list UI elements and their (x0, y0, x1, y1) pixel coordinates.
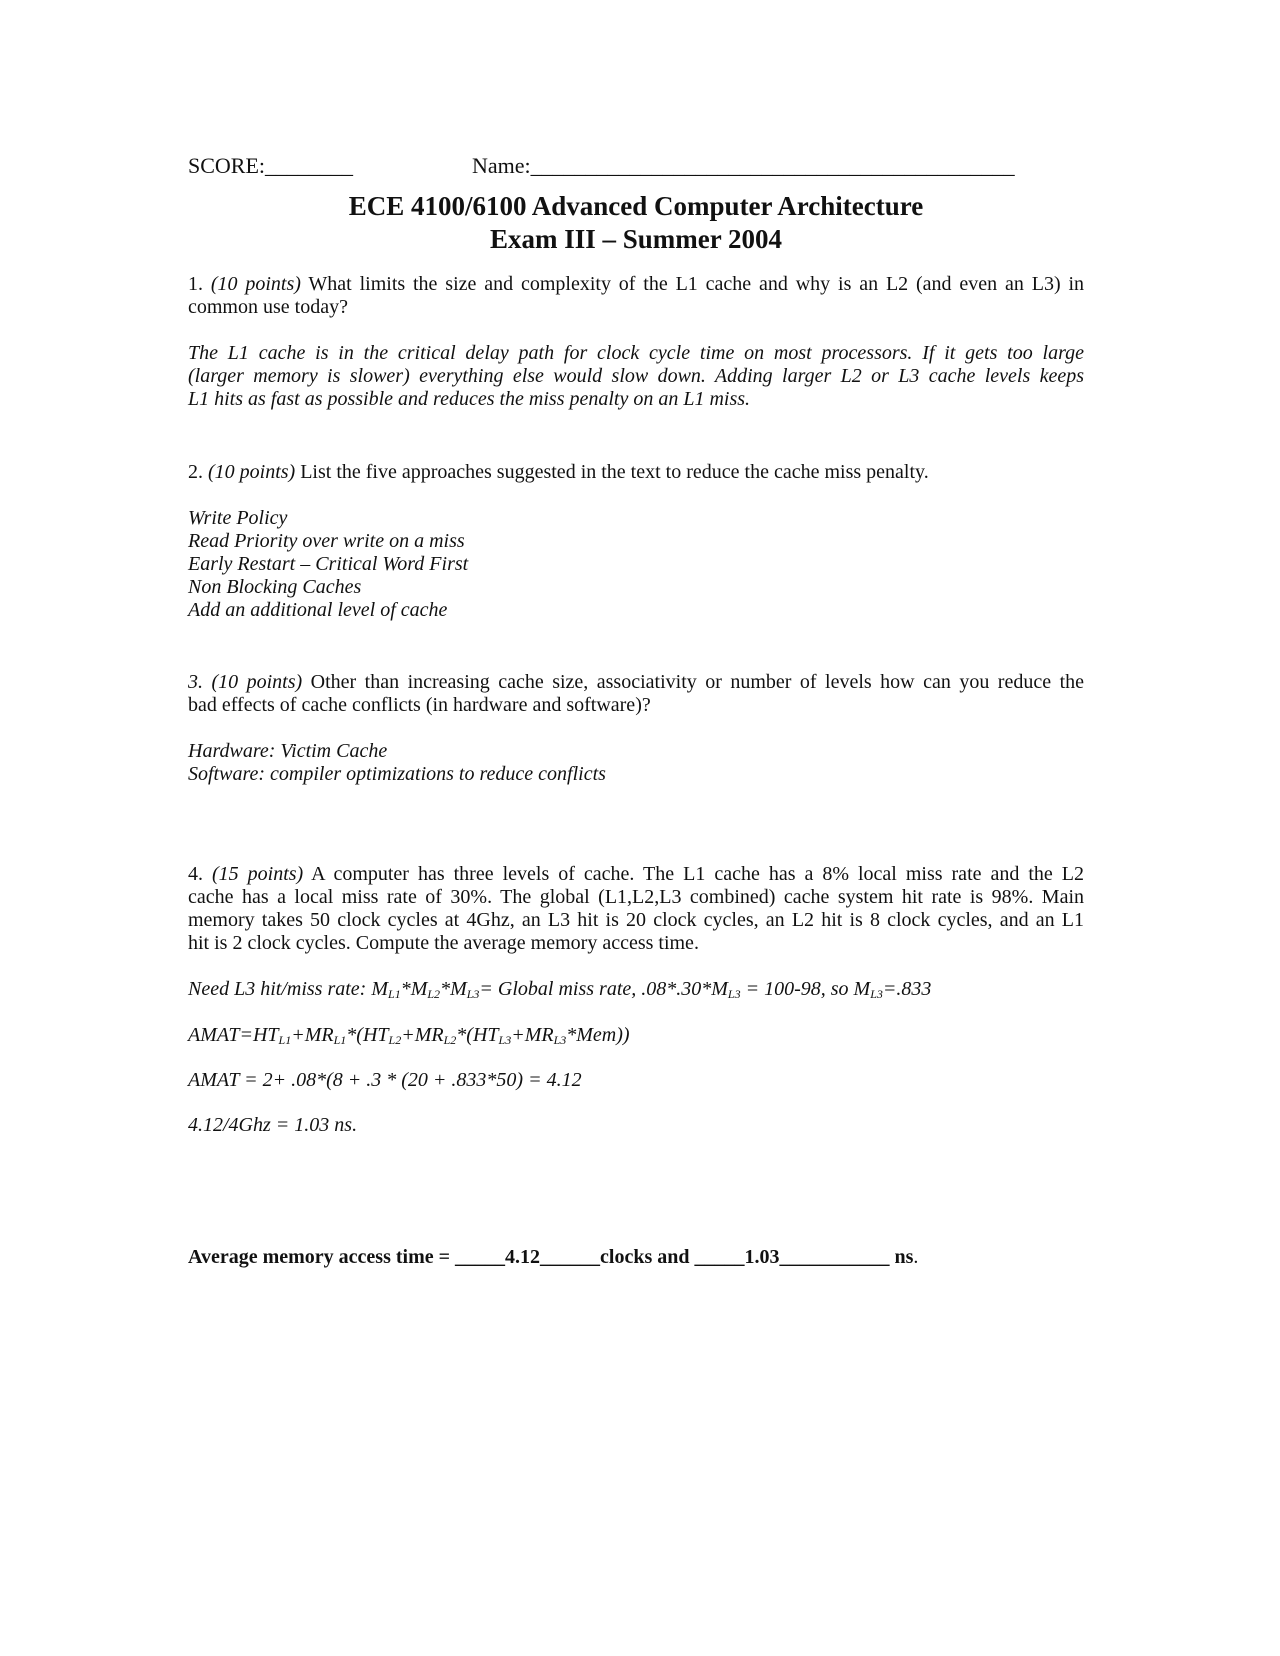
q4-points: (15 points) (212, 863, 304, 885)
q4-amat-formula: $AMAT=HT_{L1}+MR_{L1}*(HT_{L2}+MR_{L2}*(HT_{L3}+MR_{L3}*Mem))$ (188, 1024, 630, 1047)
q2-answer-item: Add an additional level of cache (188, 599, 448, 621)
q4-prompt-line1 (188, 862, 1084, 886)
q4-amat-calc: AMAT = 2+ .08*(8 + .3 * (20 + .833*50) = 4.12 (188, 1069, 582, 1091)
q2-points: (10 points) (208, 461, 296, 483)
q3-number-points: 3. (10 points) (188, 671, 303, 693)
q1-prompt-line1 (188, 272, 1084, 296)
name-field: Name:____________________________________________ (472, 153, 1015, 178)
q3-prompt-line1 (188, 670, 1084, 694)
q4-prompt-line: memory takes 50 clock cycles at 4Ghz, an L3 hit is 20 clock cycles, an L2 hit is 8 clock cycles, and an L1 (188, 909, 1084, 931)
q4-ns-calc: 4.12/4Ghz = 1.03 ns. (188, 1114, 358, 1136)
q2-text: List the five approaches suggested in the text to reduce the cache miss penalty. (295, 461, 929, 483)
q3-answer-hardware: Hardware: Victim Cache (188, 740, 388, 762)
q3-prompt-line2: bad effects of cache conflicts (in hardware and software)? (188, 694, 651, 716)
q2-number: 2. (188, 461, 203, 483)
q3-answer-software: Software: compiler optimizations to reduce conflicts (188, 763, 606, 785)
q1-prompt-line2: common use today? (188, 296, 348, 318)
q4-prompt-line: hit is 2 clock cycles. Compute the average memory access time. (188, 932, 699, 954)
q1-points: (10 points) (210, 273, 301, 295)
q3-text: Other than increasing cache size, associativity or number of levels how can you reduce the (302, 671, 1084, 693)
q2-answer-item: Early Restart – Critical Word First (188, 553, 469, 575)
q2-prompt (188, 460, 929, 484)
q1-number: 1. (188, 273, 203, 295)
score-field: SCORE:________ (188, 153, 354, 178)
q4-prompt-line: cache has a local miss rate of 30%. The global (L1,L2,L3 combined) cache system hit rate is 98%. Main (188, 886, 1084, 908)
q2-answer-item: Write Policy (188, 507, 288, 529)
q2-answer-item: Read Priority over write on a miss (188, 530, 465, 552)
q4-final-answer: Average memory access time = _____4.12______clocks and _____1.03___________ ns. (188, 1246, 919, 1268)
q4-l3-rate-work: Need L3 hit/miss rate: $M_{L1}*M_{L2}*M_{L3}=$ Global miss rate, $.08*.30*M_{L3} = 100-98$, so $M_{L3}=.833$ (188, 978, 932, 1001)
q2-answer-item: Non Blocking Caches (188, 576, 362, 598)
q4-text: A computer has three levels of cache. The L1 cache has a 8% local miss rate and the L2 (303, 863, 1085, 885)
q1-answer-line: The L1 cache is in the critical delay path for clock cycle time on most processors. If it gets too large (188, 342, 1084, 364)
q4-number: 4. (188, 863, 203, 885)
q1-answer-line: L1 hits as fast as possible and reduces the miss penalty on an L1 miss. (188, 388, 751, 410)
q1-text: What limits the size and complexity of the L1 cache and why is an L2 (and even an L3) in (300, 273, 1085, 295)
q1-answer-line: (larger memory is slower) everything else would slow down. Adding larger L2 or L3 cache levels keeps (188, 365, 1084, 387)
exam-subtitle: Exam III – Summer 2004 (489, 224, 783, 254)
exam-title: ECE 4100/6100 Advanced Computer Architecture (348, 191, 924, 221)
